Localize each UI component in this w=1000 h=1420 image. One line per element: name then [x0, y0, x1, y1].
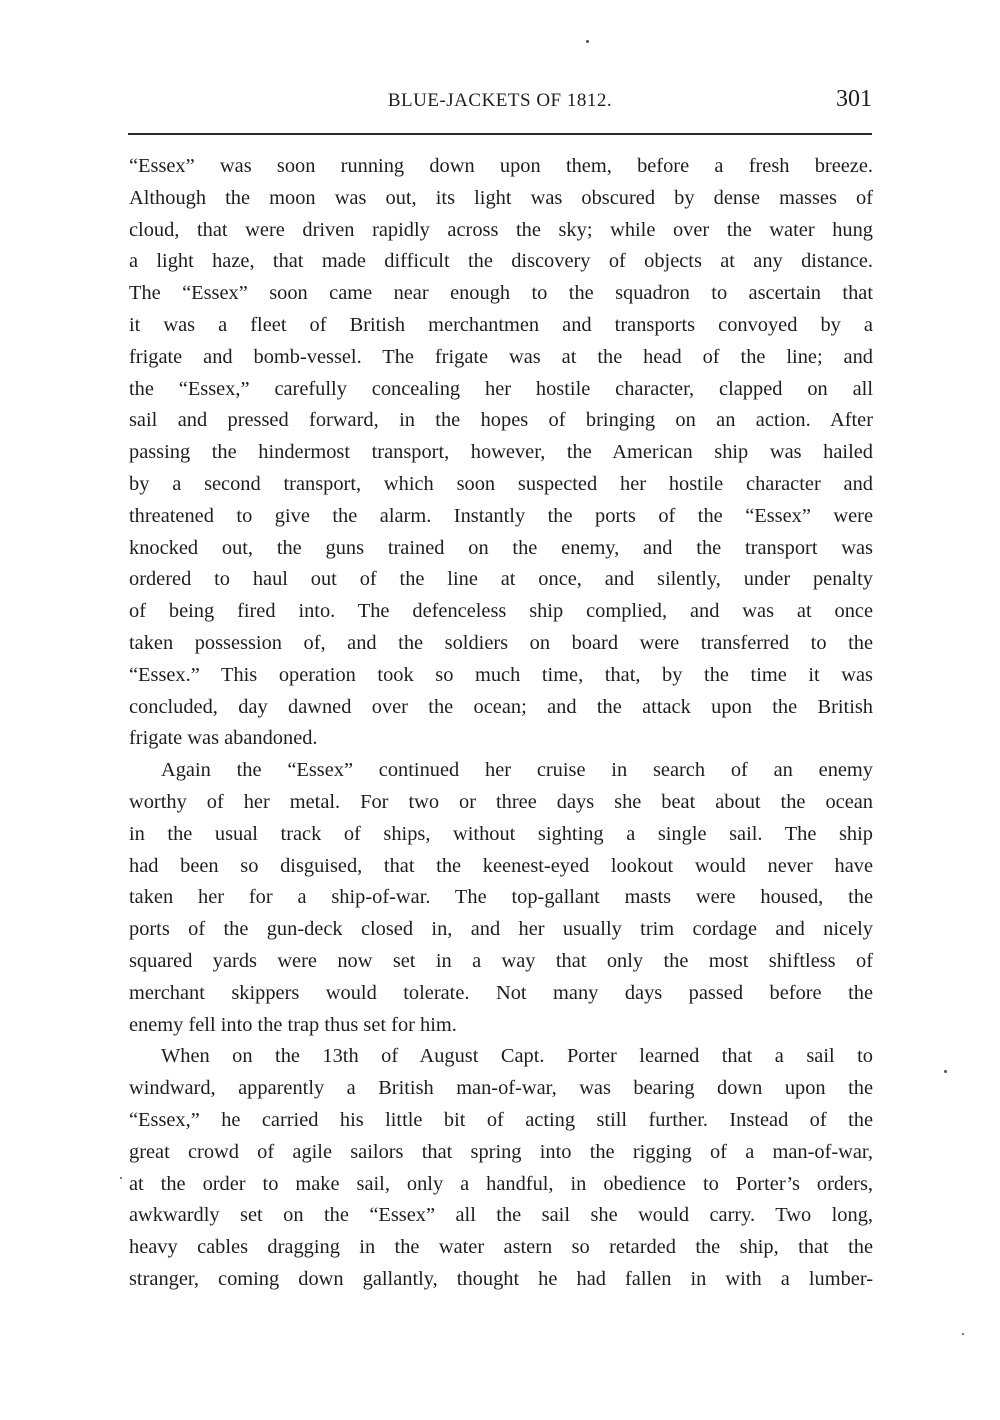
text-line: knocked out, the guns trained on the enemy, and the transport was	[129, 536, 873, 559]
header-rule	[128, 133, 872, 135]
text-line: passing the hindermost transport, however, the American ship was hailed	[129, 441, 873, 464]
text-line: frigate was abandoned.	[129, 727, 318, 750]
text-line: taken possession of, and the soldiers on board were transferred to the	[129, 631, 873, 654]
text-line: at the order to make sail, only a handful, in obedience to Porter’s orders,	[129, 1172, 873, 1195]
text-line: enemy fell into the trap thus set for him.	[129, 1013, 457, 1036]
text-line: ordered to haul out of the line at once, and silently, under penalty	[129, 568, 873, 591]
text-line: it was a fleet of British merchantmen and transports convoyed by a	[129, 313, 873, 336]
text-line: great crowd of agile sailors that spring into the rigging of a man-of-war,	[129, 1140, 873, 1163]
text-line: frigate and bomb-vessel. The frigate was at the head of the line; and	[129, 345, 873, 368]
text-line: merchant skippers would tolerate. Not many days passed before the	[129, 981, 873, 1004]
paper-speck	[944, 1070, 947, 1073]
paper-speck	[120, 1177, 122, 1179]
text-line: squared yards were now set in a way that only the most shiftless of	[129, 949, 873, 972]
text-line: a light haze, that made difficult the discovery of objects at any distance.	[129, 250, 873, 273]
text-line: awkwardly set on the “Essex” all the sail she would carry. Two long,	[129, 1204, 873, 1227]
text-line: in the usual track of ships, without sighting a single sail. The ship	[129, 822, 873, 845]
text-line: Again the “Essex” continued her cruise in search of an enemy	[161, 759, 873, 782]
text-line: sail and pressed forward, in the hopes of bringing on an action. After	[129, 409, 873, 432]
text-line: cloud, that were driven rapidly across the sky; while over the water hung	[129, 218, 873, 241]
body-text	[129, 151, 873, 1296]
text-line: concluded, day dawned over the ocean; and the attack upon the British	[129, 695, 873, 718]
text-line: The “Essex” soon came near enough to the squadron to ascertain that	[129, 282, 873, 305]
text-line: “Essex.” This operation took so much time, that, by the time it was	[129, 663, 873, 686]
text-line: worthy of her metal. For two or three days she beat about the ocean	[129, 790, 873, 813]
running-title: BLUE-JACKETS OF 1812.	[387, 90, 613, 111]
text-line: stranger, coming down gallantly, thought he had fallen in with a lumber-	[129, 1267, 873, 1290]
text-line: windward, apparently a British man-of-war, was bearing down upon the	[129, 1077, 873, 1100]
text-line: “Essex” was soon running down upon them, before a fresh breeze.	[129, 155, 873, 177]
text-line: When on the 13th of August Capt. Porter learned that a sail to	[161, 1045, 873, 1068]
page-number: 301	[836, 86, 872, 112]
paper-speck	[586, 40, 589, 43]
text-line: “Essex,” he carried his little bit of acting still further. Instead of the	[129, 1108, 873, 1131]
text-line: of being fired into. The defenceless ship complied, and was at once	[129, 600, 873, 623]
page-header	[128, 86, 872, 120]
text-line: taken her for a ship-of-war. The top-gallant masts were housed, the	[129, 886, 873, 909]
text-line: Although the moon was out, its light was obscured by dense masses of	[129, 186, 873, 209]
text-line: had been so disguised, that the keenest-eyed lookout would never have	[129, 854, 873, 877]
text-line: ports of the gun-deck closed in, and her usually trim cordage and nicely	[129, 918, 873, 941]
text-line: by a second transport, which soon suspected her hostile character and	[129, 472, 873, 495]
paper-speck	[962, 1333, 964, 1335]
text-line: heavy cables dragging in the water astern so retarded the ship, that the	[129, 1236, 873, 1259]
text-line: threatened to give the alarm. Instantly the ports of the “Essex” were	[129, 504, 873, 527]
text-line: the “Essex,” carefully concealing her hostile character, clapped on all	[129, 377, 873, 400]
